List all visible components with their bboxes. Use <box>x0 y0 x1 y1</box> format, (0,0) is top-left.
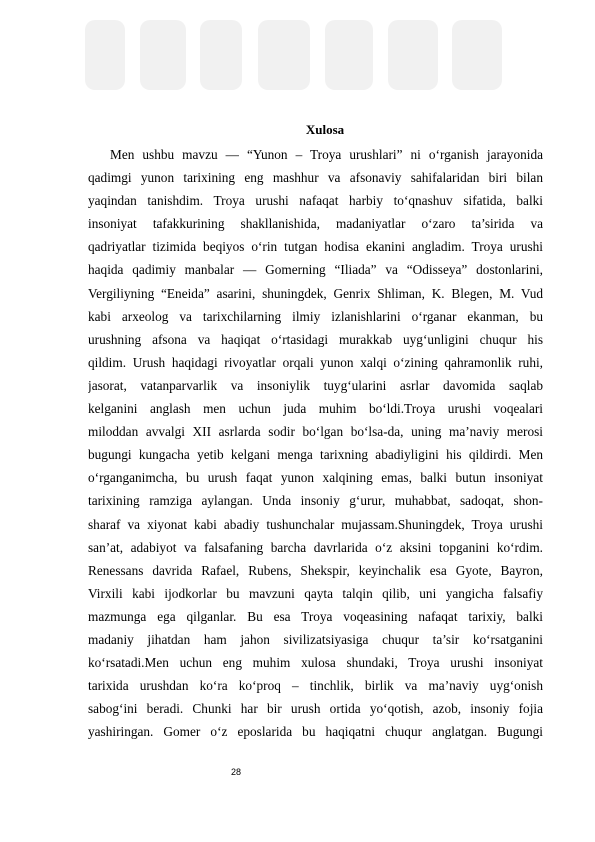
text-line: san’at, adabiyot va falsafaning barcha davrlarida o‘z aksini topganini ko‘rdim. <box>88 539 543 555</box>
text-line: madaniy jihatdan ham jahon sivilizatsiyasiga chuqur ta’sir ko‘rsatganini <box>88 631 543 647</box>
text-line: mazmunga ega qilganlar. Bu esa Troya voqeasining nafaqat tarixiy, balki <box>88 608 543 624</box>
text-line: tarixining ramziga aylangan. Unda insoniy g‘urur, muhabbat, sadoqat, shon- <box>88 493 543 509</box>
text-line: sharaf va xiyonat kabi abadiy tushunchalar mujassam.Shuningdek, Troya urushi <box>88 516 543 532</box>
text-line: sabog‘ini beradi. Chunki har bir urush ortida yo‘qotish, azob, insoniy fojia <box>88 701 543 717</box>
text-line: urushning afsona va haqiqat o‘rtasidagi murakkab uyg‘unligini chuqur his <box>88 331 543 347</box>
text-line: qildim. Urush haqidagi rivoyatlar orqali yunon xalqi o‘zining qahramonlik ruhi, <box>88 354 543 370</box>
text-line: kelganini anglash men uchun juda muhim bo‘ldi.Troya urushi voqealari <box>88 401 543 417</box>
text-line: miloddan avvalgi XII asrlarda sodir bo‘lgan bo‘lsa-da, uning ma’naviy merosi <box>88 424 543 440</box>
text-line: Vergiliyning “Eneida” asarini, shuningdek, Genrix Shliman, K. Blegen, M. Vud <box>88 285 543 301</box>
text-line: Renessans davrida Rafael, Rubens, Shekspir, keyinchalik esa Gyote, Bayron, <box>88 562 543 578</box>
text-line: jasorat, vatanparvarlik va insoniylik tuyg‘ularini asrlar davomida saqlab <box>88 377 543 393</box>
text-line: Men ushbu mavzu — “Yunon – Troya urushlari” ni o‘rganish jarayonida <box>110 147 543 162</box>
text-line: tarixida urushdan ko‘ra ko‘proq – tinchlik, birlik va ma’naviy uyg‘onish <box>88 678 543 694</box>
text-line: Virxili kabi ijodkorlar bu mavzuni qayta talqin qilib, uni yangicha falsafiy <box>88 585 543 601</box>
watermark-logo <box>0 0 595 120</box>
text-line: o‘rganganimcha, bu urush faqat yunon xalqining emas, balki butun insoniyat <box>88 470 543 486</box>
text-line: kabi arxeolog va tarixchilarning ilmiy izlanishlarini o‘rganar ekanman, bu <box>88 308 543 324</box>
text-line: yashiringan. Gomer o‘z eposlarida bu haqiqatni chuqur anglatgan. Bugungi <box>88 724 543 740</box>
text-line: ko‘rsatadi.Men uchun eng muhim xulosa shundaki, Troya urushi insoniyat <box>88 655 543 671</box>
text-line: qadimgi yunon tarixining eng mashhur va afsonaviy sahifalaridan biri bilan <box>88 170 543 186</box>
page-title: Xulosa <box>305 122 345 137</box>
text-line: bugungi kungacha yetib kelgani menga tarixning abadiyligini his qildirdi. Men <box>88 447 543 463</box>
text-line: insoniyat tafakkurining shakllanishida, madaniyatlar o‘zaro ta’sirida va <box>88 216 543 232</box>
text-line: qadriyatlar tizimida beqiyos o‘rin tutgan hodisa ekanini angladim. Troya urushi <box>88 239 543 255</box>
text-line: yaqindan tanishdim. Troya urushi nafaqat harbiy to‘qnashuv sifatida, balki <box>88 193 543 209</box>
text-line: haqida qadimiy manbalar — Gomerning “Iliada” va “Odisseya” dostonlarini, <box>88 262 543 278</box>
page-number: 28 <box>231 767 242 777</box>
body-text <box>88 143 543 743</box>
